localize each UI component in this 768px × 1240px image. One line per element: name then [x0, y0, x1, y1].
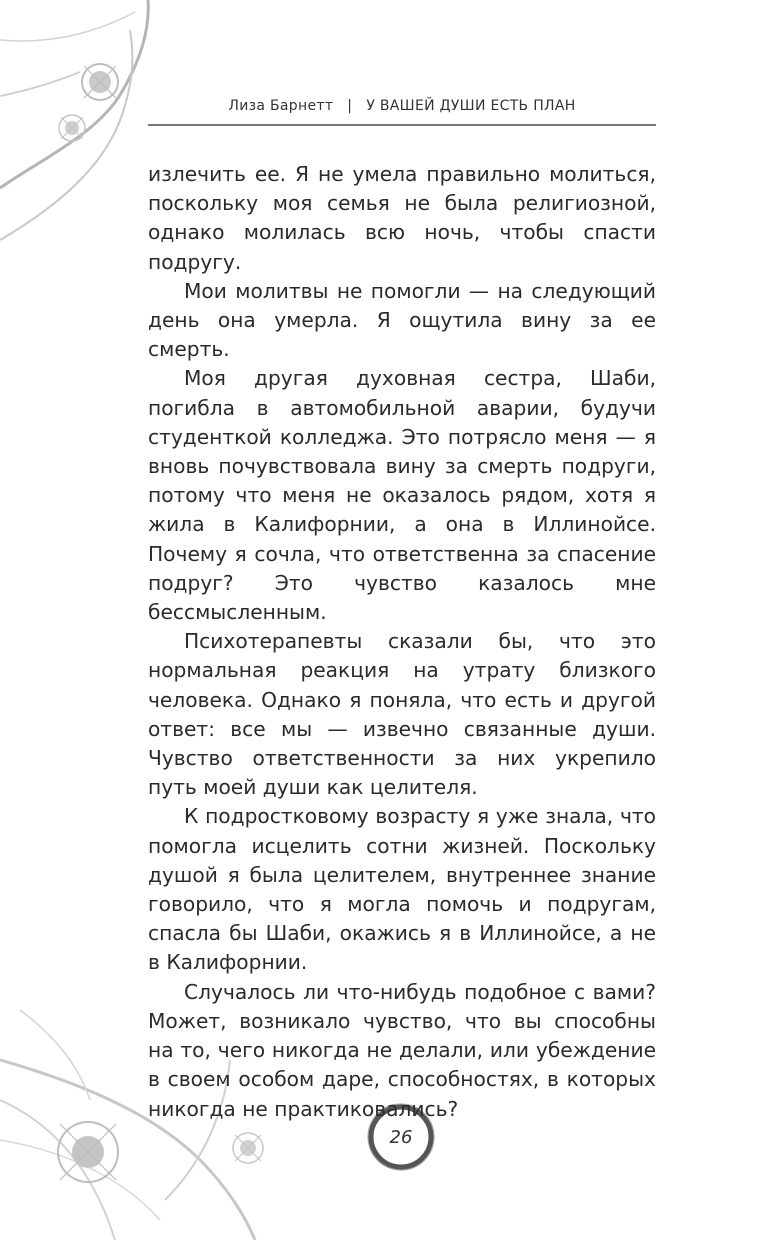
- paragraph: К подростковому возрасту я уже знала, что помогла исцелить сотни жизней. Поскольку душой я была целителем, внутреннее знание говорило, что я могла помочь и подругам, спасла бы Шаби, окажись я в Иллинойсе, а не в Калифорнии.: [148, 804, 656, 975]
- paragraph: Психотерапевты сказали бы, что это нормальная реакция на утрату близкого человека. Однако я поняла, что есть и другой ответ: все мы — извечно связанные души. Чувство ответственности за них укрепило путь моей души как целителя.: [148, 629, 656, 800]
- running-head: [148, 98, 656, 122]
- top-left-swirl: [0, 0, 148, 240]
- author-name: Лиза Барнетт: [228, 98, 334, 114]
- paragraph: излечить ее. Я не умела правильно молиться, поскольку моя семья не была религиозной, однако молилась всю ночь, чтобы спасти подругу.: [148, 162, 656, 274]
- bottom-left-circle-large: [58, 1122, 118, 1182]
- paragraph: Моя другая духовная сестра, Шаби, погибла в автомобильной аварии, будучи студенткой колледжа. Это потрясло меня — я вновь почувствовала вину за смерть подруги, потому что меня не оказалось рядом, хотя я жила в Калифорнии, а она в Иллинойсе. Почему я сочла, что ответственна за спасение подруг? Это чувство казалось мне бессмысленным.: [148, 366, 656, 625]
- header-rule: [148, 124, 656, 126]
- paragraph: Случалось ли что-нибудь подобное с вами? Может, возникало чувство, что вы способны на то, чего никогда не делали, или убеждение в своем особом даре, способностях, в которых никогда не практиковались?: [148, 979, 656, 1121]
- header-separator: |: [347, 98, 353, 114]
- top-left-circle-2: [59, 115, 85, 141]
- paragraph: Мои молитвы не помогли — на следующий день она умерла. Я ощутила вину за ее смерть.: [148, 278, 656, 362]
- top-left-circle-1: [82, 64, 118, 100]
- body-text: [148, 160, 656, 1124]
- page-number: 26: [389, 1126, 413, 1148]
- bottom-left-circle-small: [233, 1133, 263, 1163]
- book-title: У ВАШЕЙ ДУШИ ЕСТЬ ПЛАН: [366, 98, 576, 114]
